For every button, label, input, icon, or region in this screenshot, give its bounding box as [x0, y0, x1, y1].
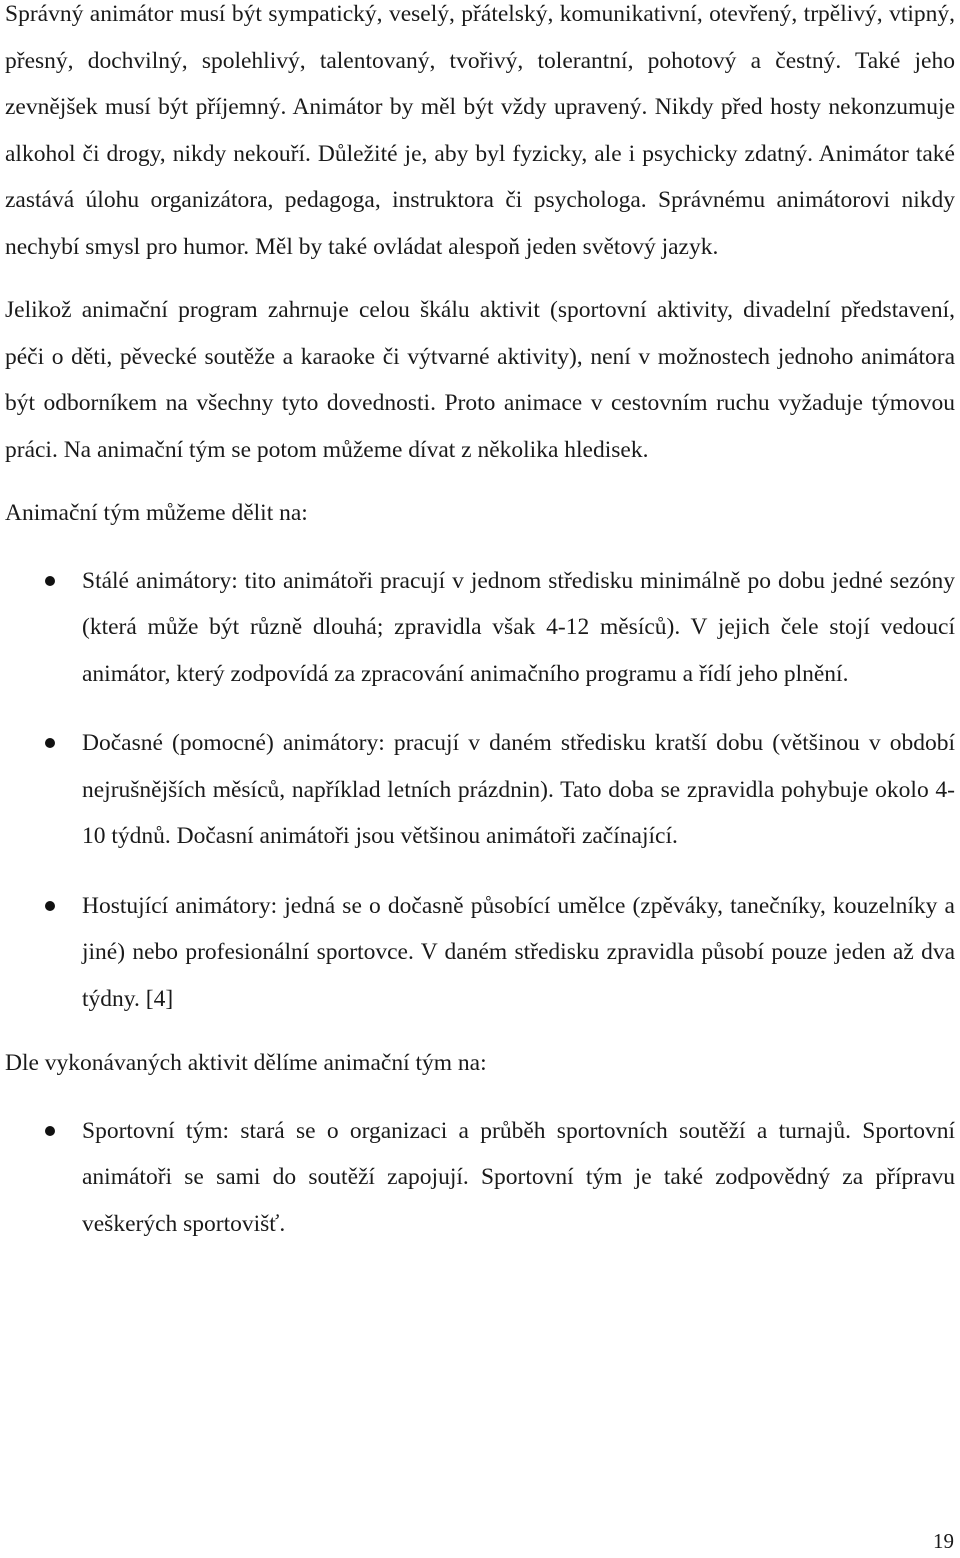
list-item-permanent-animators: [5, 558, 955, 698]
page-number: 19: [933, 1529, 954, 1553]
list-item-temporary-animators: [5, 720, 955, 860]
team-types-list: [5, 558, 955, 1023]
list-item-sports-team: [5, 1108, 955, 1248]
paragraph-animation-program: Jelikož animační program zahrnuje celou škálu aktivit (sportovní aktivity, divadelní představení, péči o děti, pěvecké soutěže a karaoke či výtvarné aktivity), není v možnostech jednoho animátora být odborníkem na všechny tyto dovednosti. Proto animace v cestovním ruchu vyžaduje týmovou práci. Na animační tým se potom můžeme dívat z několika hledisek.: [5, 297, 955, 463]
list-item-guest-animators: [5, 883, 955, 1023]
list-item-text: Sportovní tým: stará se o organizaci a průběh sportovních soutěží a turnajů. Sportovní animátoři se sami do soutěží zapojují. Sportovní tým je také zodpovědný za přípravu veškerých sportovišť.: [82, 1117, 955, 1237]
list-item-text: Hostující animátory: jedná se o dočasně působící umělce (zpěváky, tanečníky, kouzelníky a jiné) nebo profesionální sportovce. V daném středisku zpravidla působí pouze jeden až dva týdny. [4]: [82, 892, 955, 1012]
activity-types-list: [5, 1108, 955, 1248]
document-page: [5, 0, 955, 1247]
paragraph-activity-division-intro: Dle vykonávaných aktivit dělíme animační tým na:: [5, 1050, 487, 1076]
list-item-text: Stálé animátory: tito animátoři pracují v jednom středisku minimálně po dobu jedné sezóny (která může být různě dlouhá; zpravidla však 4-12 měsíců). V jejich čele stojí vedoucí animátor, který zodpovídá za zpracování animačního programu a řídí jeho plnění.: [82, 567, 955, 687]
paragraph-team-division-intro: Animační tým můžeme dělit na:: [5, 500, 308, 526]
list-item-text: Dočasné (pomocné) animátory: pracují v daném středisku kratší dobu (většinou v období nejrušnějších měsíců, například letních prázdnin). Tato doba se zpravidla pohybuje okolo 4-10 týdnů. Dočasní animátoři jsou většinou animátoři začínající.: [82, 730, 955, 849]
paragraph-animator-qualities: Správný animátor musí být sympatický, veselý, přátelský, komunikativní, otevřený, trpělivý, vtipný, přesný, dochvilný, spolehlivý, talentovaný, tvořivý, tolerantní, pohotový a čestný. Také jeho zevnějšek musí být příjemný. Animátor by měl být vždy upravený. Nikdy před hosty nekonzumuje alkohol či drogy, nikdy nekouří. Důležité je, aby byl fyzicky, ale i psychicky zdatný. Animátor také zastává úlohu organizátora, pedagoga, instruktora či psychologa. Správnému animátorovi nikdy nechybí smysl pro humor. Měl by také ovládat alespoň jeden světový jazyk.: [5, 1, 955, 260]
